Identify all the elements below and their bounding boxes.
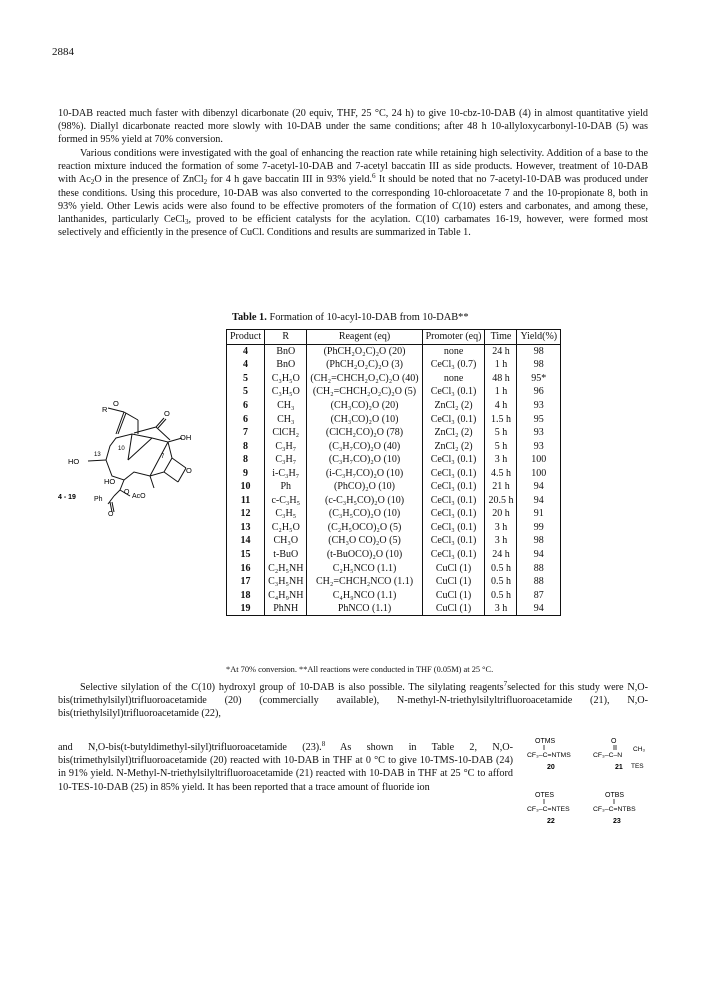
reagent-23-number: 23: [613, 818, 621, 825]
table-cell-reagent: PhNCO (1.1): [307, 602, 422, 616]
table-cell-yield: 96: [517, 385, 561, 399]
table-cell-r: c-C₃H₅: [265, 494, 307, 508]
table-cell-product: 15: [227, 548, 265, 562]
table-cell-product: 13: [227, 521, 265, 535]
table-cell-time: 5 h: [485, 426, 517, 440]
reagent-20-formula: CF₃–C=NTMS: [527, 752, 571, 759]
table-cell-reagent: (ClCH₂CO)₂O (78): [307, 426, 422, 440]
paragraph-2-part-a: Various conditions were investigated with the goal of enhancing the reaction rate while retaining high selectivity. Addition of a base to the reaction mixture induced the formation of some 7-acetyl-10-DAB and 7-acetyl baccatin III as side products. However, treatment of 10-DAB with Ac: [58, 148, 648, 186]
table-row: [227, 588, 561, 602]
table-cell-promoter: CeCl₃ (0.1): [422, 480, 485, 494]
table-cell-time: 3 h: [485, 521, 517, 535]
subscript-2: 2: [90, 178, 95, 187]
structure-label-ho: HO: [104, 477, 116, 486]
table-cell-time: 20.5 h: [485, 494, 517, 508]
column-header-time: Time: [485, 330, 517, 345]
reagent-20-number: 20: [547, 764, 555, 771]
table-cell-product: 4: [227, 344, 265, 358]
table-cell-product: 6: [227, 412, 265, 426]
table-cell-promoter: CeCl₃ (0.1): [422, 453, 485, 467]
table-cell-time: 4 h: [485, 399, 517, 413]
table-header-row: [227, 330, 561, 345]
table-cell-time: 3 h: [485, 534, 517, 548]
structure-label-c7: 7: [161, 454, 165, 460]
table-cell-product: 11: [227, 494, 265, 508]
table-cell-yield: 91: [517, 507, 561, 521]
reagent-22-formula: CF₃–C=NTES: [527, 806, 570, 813]
table-cell-yield: 95: [517, 412, 561, 426]
table-cell-time: 5 h: [485, 439, 517, 453]
column-header-yield: Yield(%): [517, 330, 561, 345]
paragraph-1: [58, 107, 648, 147]
table-cell-yield: 93: [517, 426, 561, 440]
table-caption-text: Formation of 10-acyl-10-DAB from 10-DAB**: [266, 312, 469, 323]
page-number: 2884: [52, 46, 74, 58]
table-cell-r: CH₃O: [265, 534, 307, 548]
structure-label-o: O: [113, 399, 119, 408]
table-cell-time: 21 h: [485, 480, 517, 494]
table-cell-yield: 99: [517, 521, 561, 535]
table-cell-promoter: CeCl₃ (0.1): [422, 548, 485, 562]
table-cell-promoter: CeCl₃ (0.1): [422, 521, 485, 535]
table-cell-reagent: (CH₃CO)₂O (10): [307, 412, 422, 426]
table-cell-r: i-C₃H₇: [265, 466, 307, 480]
paragraph-2-part-b: O in the presence of ZnCl: [94, 174, 204, 186]
table-cell-reagent: (C₃H₅CO)₂O (10): [307, 507, 422, 521]
structure-label-ho: HO: [68, 457, 80, 466]
structure-label-o: O: [124, 489, 130, 496]
table-cell-reagent: (CH₂=CHCH₂O₂C)₂O (5): [307, 385, 422, 399]
table-cell-promoter: ZnCl₂ (2): [422, 426, 485, 440]
table-cell-r: Ph: [265, 480, 307, 494]
table-row: [227, 480, 561, 494]
reagent-21-top: O: [611, 738, 617, 745]
subscript-2: 2: [203, 178, 208, 187]
table-cell-product: 19: [227, 602, 265, 616]
table-cell-yield: 93: [517, 399, 561, 413]
paragraph-2-text: [58, 147, 648, 239]
table-cell-reagent: C₄H₉NCO (1.1): [307, 588, 422, 602]
table-row: [227, 466, 561, 480]
reagent-22-number: 22: [547, 818, 555, 825]
reference-7: 7: [503, 680, 508, 688]
reagent-23-formula: CF₃–C=NTBS: [593, 806, 636, 813]
column-header-r: R: [265, 330, 307, 345]
table-row: [227, 602, 561, 616]
reference-6: 6: [371, 172, 376, 181]
table-cell-reagent: CH₂=CHCH₂NCO (1.1): [307, 575, 422, 589]
paragraph-1-text: 10-DAB reacted much faster with dibenzyl dicarbonate (20 equiv, THF, 25 °C, 24 h) to give 10-cbz-10-DAB (4) in almost quantitative yield (98%). Diallyl dicarbonate reacted more slowly with 10-DAB under the same conditions; after 48 h 10-allyloxycarbonyl-10-DAB (5) was formed in 95% yield at 70% conversion.: [58, 108, 648, 146]
table-cell-r: C₃H₅O: [265, 385, 307, 399]
paragraph-2-part-c: for 4 h gave baccatin III in 93% yield.: [207, 174, 372, 186]
table-cell-r: C₃H₇: [265, 439, 307, 453]
reagent-23-top: OTBS: [605, 792, 625, 799]
table-cell-yield: 94: [517, 494, 561, 508]
table-cell-product: 4: [227, 358, 265, 372]
table-cell-time: 0.5 h: [485, 561, 517, 575]
reagent-21-methyl: CH₃: [633, 746, 646, 753]
table-cell-promoter: CeCl₃ (0.1): [422, 466, 485, 480]
table-cell-yield: 98: [517, 358, 561, 372]
table-row: [227, 507, 561, 521]
table-cell-promoter: CuCl (1): [422, 602, 485, 616]
structure-label-oh: OH: [180, 433, 192, 442]
table-cell-yield: 87: [517, 588, 561, 602]
table-cell-promoter: CuCl (1): [422, 561, 485, 575]
table-row: [227, 399, 561, 413]
paragraph-3-continued-text: [58, 741, 513, 794]
structure-label-c10: 10: [118, 446, 125, 452]
table-cell-product: 5: [227, 385, 265, 399]
table-footnote: *At 70% conversion. **All reactions were conducted in THF (0.05M) at 25 °C.: [226, 665, 494, 674]
table-label: Table 1.: [232, 312, 267, 323]
table-cell-product: 8: [227, 439, 265, 453]
table-cell-product: 17: [227, 575, 265, 589]
table-cell-time: 1 h: [485, 358, 517, 372]
structure-label-o: O: [164, 409, 170, 418]
table-row: [227, 412, 561, 426]
reagent-21-formula: CF₃–C–N: [593, 752, 623, 759]
structure-label-c13: 13: [94, 452, 101, 458]
column-header-product: Product: [227, 330, 265, 345]
subscript-3: 3: [184, 218, 189, 227]
table-cell-time: 24 h: [485, 344, 517, 358]
table-row: [227, 426, 561, 440]
table-cell-promoter: CeCl₃ (0.1): [422, 385, 485, 399]
table-cell-reagent: (i-C₃H₇CO)₂O (10): [307, 466, 422, 480]
table-cell-r: CH₃: [265, 399, 307, 413]
table-cell-product: 6: [227, 399, 265, 413]
table-cell-time: 1.5 h: [485, 412, 517, 426]
table-row: [227, 521, 561, 535]
table-cell-yield: 94: [517, 602, 561, 616]
table-cell-time: 0.5 h: [485, 588, 517, 602]
table-caption: [232, 312, 469, 323]
table-cell-yield: 98: [517, 534, 561, 548]
table-row: [227, 561, 561, 575]
reagent-22-top: OTES: [535, 792, 555, 799]
table-cell-time: 0.5 h: [485, 575, 517, 589]
table-row: [227, 534, 561, 548]
table-cell-product: 8: [227, 453, 265, 467]
taxane-structure-diagram: [58, 398, 223, 518]
reagent-21-number: 21: [615, 764, 623, 771]
table-cell-promoter: CuCl (1): [422, 575, 485, 589]
table-cell-reagent: (CH₃O CO)₂O (5): [307, 534, 422, 548]
table-cell-promoter: CeCl₃ (0.1): [422, 507, 485, 521]
table-cell-r: C₃H₅NH: [265, 575, 307, 589]
table-row: [227, 358, 561, 372]
paragraph-2-part-e: , proved to be efficient catalysts for the acylation. C(10) carbamates 16-19, however, were formed most selectively and efficiently in the presence of CuCl. Conditions and results are summarized in Table 1.: [58, 214, 648, 239]
table-row: [227, 439, 561, 453]
table-cell-time: 4.5 h: [485, 466, 517, 480]
table-cell-promoter: CuCl (1): [422, 588, 485, 602]
table-row: [227, 372, 561, 386]
paragraph-2-part-d: It should be noted that no 7-acetyl-10-DAB was produced under these conditions. Using this procedure, 10-DAB was also converted to the corresponding 10-chloroacetate 7 and the 10-propionate 8, both in 93% yield. Other Lewis acids were also found to be effective promoters of the formation of C(10) esters and carbonates, and among these, lanthanides, particularly CeCl: [58, 174, 648, 226]
table-row: [227, 575, 561, 589]
structure-label-o: O: [108, 511, 114, 518]
table-cell-product: 7: [227, 426, 265, 440]
column-header-promoter: Promoter (eq): [422, 330, 485, 345]
table-cell-r: C₂H₅NH: [265, 561, 307, 575]
table-cell-reagent: (PhCH₂O₂C)₂O (20): [307, 344, 422, 358]
table-row: [227, 494, 561, 508]
table-cell-promoter: ZnCl₂ (2): [422, 399, 485, 413]
structure-label-ph: Ph: [94, 496, 103, 503]
table-row: [227, 385, 561, 399]
table-cell-yield: 100: [517, 453, 561, 467]
table-cell-time: 3 h: [485, 453, 517, 467]
table-row: [227, 453, 561, 467]
table-cell-reagent: (C₃H₇CO)₂O (10): [307, 453, 422, 467]
table-cell-product: 18: [227, 588, 265, 602]
column-header-reagent: Reagent (eq): [307, 330, 422, 345]
table-cell-promoter: none: [422, 344, 485, 358]
table-cell-product: 9: [227, 466, 265, 480]
structure-label-o: O: [186, 466, 192, 475]
table-cell-promoter: CeCl₃ (0.1): [422, 534, 485, 548]
table-cell-yield: 95*: [517, 372, 561, 386]
table-cell-reagent: (CH₃CO)₂O (20): [307, 399, 422, 413]
table-cell-r: C₃H₇: [265, 453, 307, 467]
table-row: [227, 548, 561, 562]
table-cell-promoter: CeCl₃ (0.1): [422, 494, 485, 508]
table-cell-reagent: (t-BuOCO)₂O (10): [307, 548, 422, 562]
table-cell-r: PhNH: [265, 602, 307, 616]
table-row: [227, 344, 561, 358]
paragraph-3-part-a: Selective silylation of the C(10) hydroxyl group of 10-DAB is also possible. The silylating reagents: [80, 682, 504, 693]
table-cell-reagent: C₂H₅NCO (1.1): [307, 561, 422, 575]
table-cell-yield: 93: [517, 439, 561, 453]
paragraph-3-continued: [58, 741, 513, 794]
reagent-21-tes: TES: [631, 763, 644, 770]
table-cell-product: 14: [227, 534, 265, 548]
reference-8: 8: [321, 740, 326, 748]
table-cell-r: ClCH₂: [265, 426, 307, 440]
silylating-reagents-diagram: [527, 735, 655, 857]
table-body: [227, 344, 561, 616]
table-cell-r: t-BuO: [265, 548, 307, 562]
paragraph-3-part-d: As shown in Table 2, N,O-bis(trimethylsilyl)trifluoroacetamide (20) reacted with 10-DAB in THF at 0 °C to give 10-TMS-10-DAB (24) in 91% yield. N-Methyl-N-triethylsilyltrifluoroacetamide (21) reacted with 10-DAB in THF at 25 °C to afford 10-TES-10-DAB (25) in 85% yield. It has been reported that a trace amount of fluoride ion: [58, 742, 513, 793]
table-cell-product: 10: [227, 480, 265, 494]
table-cell-yield: 88: [517, 575, 561, 589]
table-cell-yield: 98: [517, 344, 561, 358]
table-cell-yield: 94: [517, 480, 561, 494]
paragraph-3: [58, 681, 648, 721]
table-cell-time: 24 h: [485, 548, 517, 562]
table-cell-r: C₃H₅: [265, 507, 307, 521]
table-cell-reagent: (C₂H₅OCO)₂O (5): [307, 521, 422, 535]
table-cell-time: 48 h: [485, 372, 517, 386]
table-cell-r: BnO: [265, 344, 307, 358]
table-cell-yield: 94: [517, 548, 561, 562]
table-cell-time: 3 h: [485, 602, 517, 616]
table-cell-yield: 88: [517, 561, 561, 575]
table-cell-reagent: (CH₂=CHCH₂O₂C)₂O (40): [307, 372, 422, 386]
table-cell-r: BnO: [265, 358, 307, 372]
paragraph-3-text: [58, 681, 648, 721]
structure-label-r: R: [102, 405, 108, 414]
table-cell-promoter: ZnCl₂ (2): [422, 439, 485, 453]
table-cell-time: 20 h: [485, 507, 517, 521]
table-cell-r: C₃H₅O: [265, 372, 307, 386]
reagent-20-top: OTMS: [535, 738, 556, 745]
table-cell-product: 16: [227, 561, 265, 575]
paragraph-3-part-b: selected for this study were N,O-bis(trimethylsilyl)trifluoroacetamide (20) (commercially available), N-methyl-N-triethylsilyltrifluoroacetamide (21), N,O-bis(triethylsilyl)trifluoroacetamide (22),: [58, 682, 648, 720]
table-cell-promoter: none: [422, 372, 485, 386]
table-cell-reagent: (PhCH₂O₂C)₂O (3): [307, 358, 422, 372]
paragraph-3-part-c: and N,O-bis(t-butyldimethyl-silyl)trifluoroacetamide (23).: [58, 742, 322, 753]
table-cell-r: C₂H₅O: [265, 521, 307, 535]
structure-label-aco: AcO: [132, 493, 146, 500]
structure-label-range: 4 - 19: [58, 494, 76, 501]
table-cell-time: 1 h: [485, 385, 517, 399]
table-cell-product: 12: [227, 507, 265, 521]
table-cell-promoter: CeCl₃ (0.7): [422, 358, 485, 372]
table-cell-reagent: (c-C₃H₅CO)₂O (10): [307, 494, 422, 508]
table-cell-promoter: CeCl₃ (0.1): [422, 412, 485, 426]
table-cell-yield: 100: [517, 466, 561, 480]
table-cell-reagent: (C₃H₇CO)₂O (40): [307, 439, 422, 453]
table-cell-r: C₄H₉NH: [265, 588, 307, 602]
results-table: [226, 329, 561, 616]
table-cell-r: CH₃: [265, 412, 307, 426]
paragraph-2: [58, 147, 648, 239]
table-cell-product: 5: [227, 372, 265, 386]
table-cell-reagent: (PhCO)₂O (10): [307, 480, 422, 494]
